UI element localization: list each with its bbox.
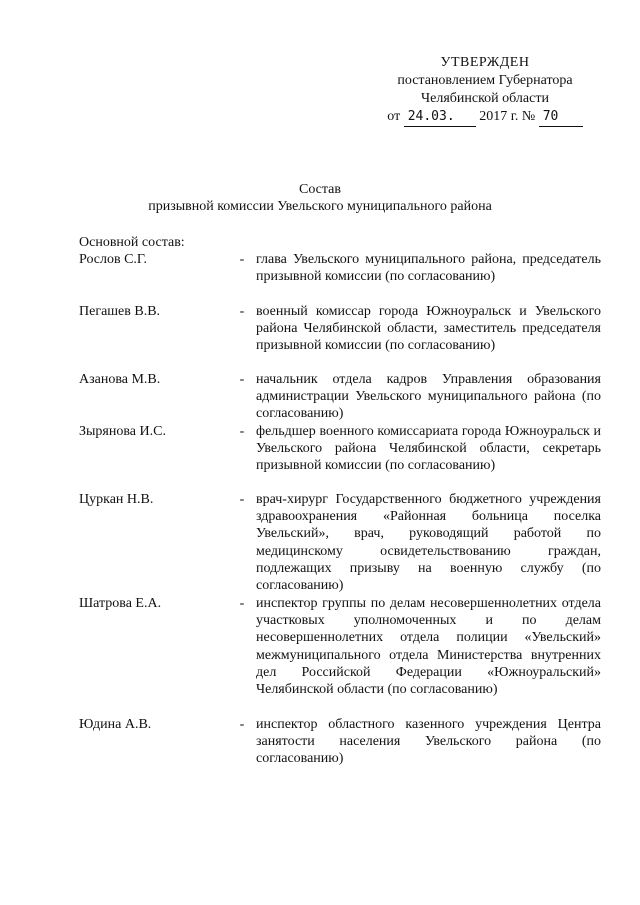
- document-title: [100, 181, 540, 215]
- member-role: инспектор группы по делам несовершеннолетних отдела участковых уполномоченных и по делам несовершеннолетних отдела полиции «Увельский» межмуниципального отдела Министерства внутренних дел Российской Федерации «Южноуральский» Челябинской области (по согласованию): [256, 596, 601, 698]
- date-year: 2017 г. №: [479, 109, 536, 124]
- member-role: глава Увельского муниципального района, председатель призывной комиссии (по согласованию): [256, 252, 601, 285]
- document-number: 70: [539, 108, 583, 127]
- member-name: Зырянова И.С.: [79, 424, 166, 439]
- approval-block: [380, 54, 590, 127]
- member-name: Пегашев В.В.: [79, 304, 161, 319]
- date-prefix: от: [387, 109, 401, 124]
- member-role: военный комиссар города Южноуральск и Увельского района Челябинской области, заместитель председателя призывной комиссии (по согласованию): [256, 304, 601, 354]
- title-line-2: призывной комиссии Увельского муниципального района: [148, 199, 492, 214]
- member-role: врач-хирург Государственного бюджетного учреждения здравоохранения «Районная больница поселка Увельский», врач, руководящий работой по медицинскому освидетельствованию граждан, подлежащих призыву на военную службу (по согласованию): [256, 492, 601, 594]
- member-role: фельдшер военного комиссариата города Южноуральск и Увельского района Челябинской области, секретарь призывной комиссии (по согласованию): [256, 424, 601, 474]
- member-dash: -: [239, 252, 245, 267]
- approval-line-2: Челябинской области: [421, 91, 549, 106]
- member-dash: -: [239, 596, 245, 611]
- member-role: начальник отдела кадров Управления образования администрации Увельского муниципального района (по согласованию): [256, 372, 601, 422]
- member-dash: -: [239, 424, 245, 439]
- member-role: инспектор областного казенного учреждения Центра занятости населения Увельского района (по согласованию): [256, 717, 601, 767]
- approval-line-1: постановлением Губернатора: [397, 73, 573, 88]
- member-name: Шатрова Е.А.: [79, 596, 162, 611]
- approval-date-line: [380, 108, 590, 127]
- member-name: Рослов С.Г.: [79, 252, 147, 267]
- member-dash: -: [239, 492, 245, 507]
- member-name: Азанова М.В.: [79, 372, 161, 387]
- approval-stamp: УТВЕРЖДЕН: [440, 55, 530, 70]
- member-dash: -: [239, 717, 245, 732]
- section-label: Основной состав:: [79, 235, 185, 250]
- title-line-1: Состав: [298, 182, 341, 197]
- member-dash: -: [239, 372, 245, 387]
- date-value: 24.03.: [404, 108, 476, 127]
- member-name: Юдина А.В.: [79, 717, 152, 732]
- member-dash: -: [239, 304, 245, 319]
- member-name: Цуркан Н.В.: [79, 492, 154, 507]
